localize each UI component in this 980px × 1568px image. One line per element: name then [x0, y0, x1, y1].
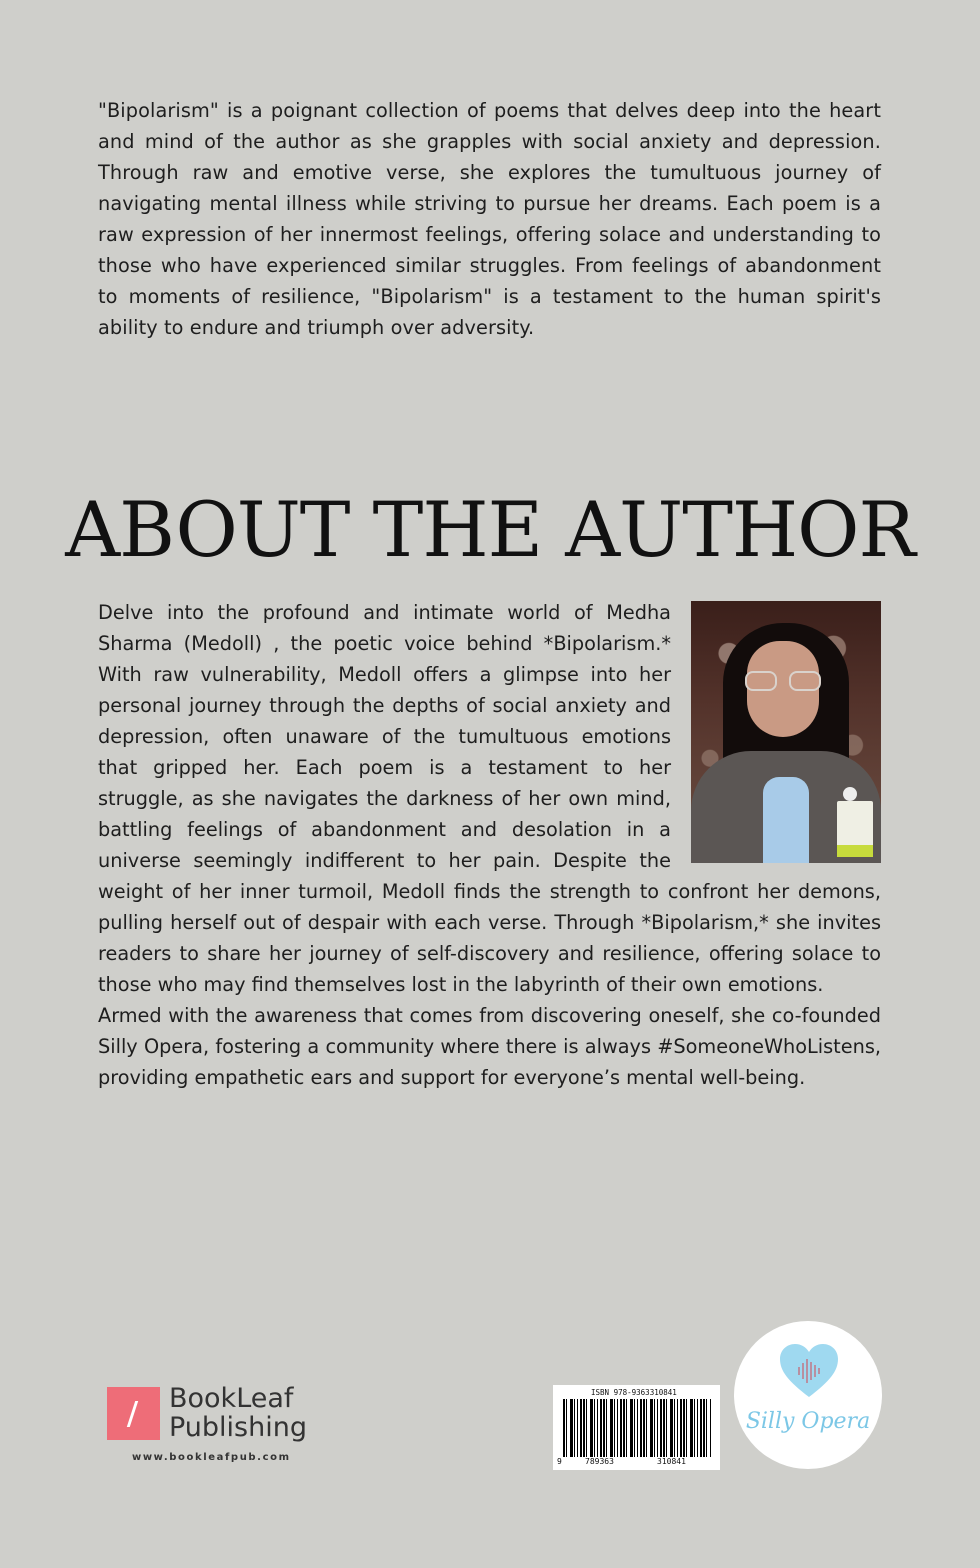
silly-opera-name: Silly Opera	[745, 1409, 871, 1434]
author-bio	[98, 597, 881, 1093]
silly-opera-logo	[734, 1321, 882, 1469]
author-photo	[691, 601, 881, 863]
barcode-bars	[563, 1399, 711, 1457]
book-blurb: "Bipolarism" is a poignant collection of poems that delves deep into the heart and mind of the author as she grapples with social anxiety and depression. Through raw and emotive verse, she explores the tumultuous journey of navigating mental illness while striving to pursue her dreams. Each poem is a raw expression of her innermost feelings, offering solace and understanding to those who have experienced similar struggles. From feelings of abandonment to moments of resilience, "Bipolarism" is a testament to the human spirit's ability to endure and triumph over adversity.	[98, 99, 881, 339]
barcode-digit-lead: 9	[557, 1457, 562, 1466]
isbn-barcode	[553, 1385, 720, 1470]
barcode-digits-left: 789363	[585, 1457, 614, 1466]
author-bio-paragraph-2: Armed with the awareness that comes from discovering oneself, she co-founded Silly Opera, fostering a community where there is always #SomeoneWhoListens, providing empathetic ears and support for everyone’s mental well-being.	[98, 1004, 881, 1089]
barcode-digits-right: 310841	[657, 1457, 686, 1466]
isbn-number: ISBN 978-9363310841	[591, 1388, 677, 1397]
publisher-name-line1: BookLeaf	[169, 1383, 294, 1414]
publisher-name-line2: Publishing	[169, 1412, 307, 1443]
publisher-url: www.bookleafpub.com	[132, 1452, 291, 1463]
about-author-heading: ABOUT THE AUTHOR	[65, 485, 915, 574]
bookleaf-logo-icon	[107, 1387, 160, 1440]
author-bio-paragraph-1: Delve into the profound and intimate world of Medha Sharma (Medoll) , the poetic voice behind *Bipolarism.* With raw vulnerability, Medoll offers a glimpse into her personal journey through the depths of social anxiety and depression, often unaware of the tumultuous emotions that gripped her. Each poem is a testament to her struggle, as she navigates the darkness of her own mind, battling feelings of abandonment and desolation in a universe seemingly indifferent to her pain. Despite the weight of her inner turmoil, Medoll finds the strength to confront her demons, pulling herself out of despair with each verse. Through *Bipolarism,* she invites readers to share her journey of self-discovery and resilience, offering solace to those who may find themselves lost in the labyrinth of their own emotions.	[98, 601, 881, 996]
heart-soundwave-icon	[778, 1343, 840, 1399]
bookleaf-publishing-logo	[107, 1384, 307, 1468]
